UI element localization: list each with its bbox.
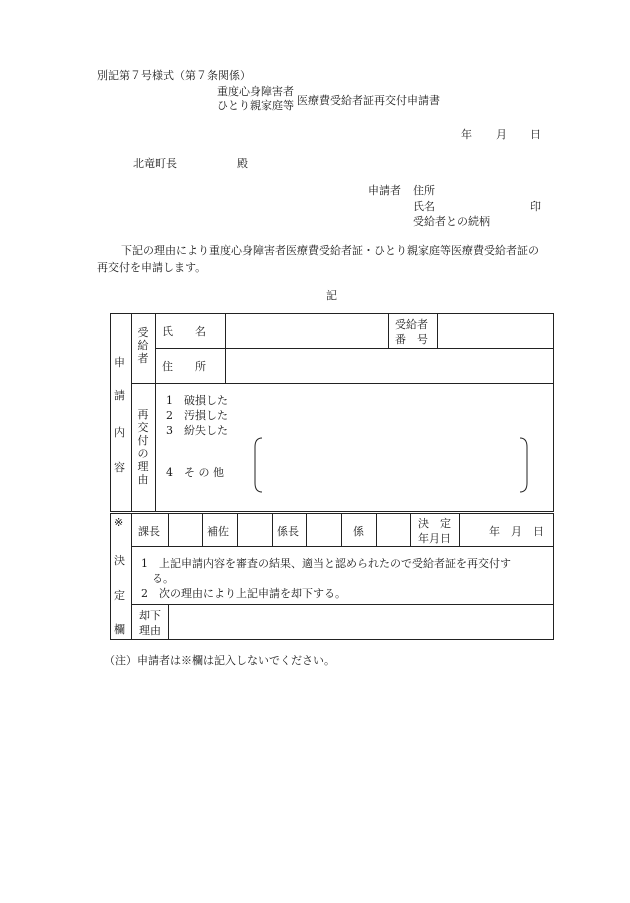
decision-option-1-line2: る。 <box>152 572 174 585</box>
number-label-1: 受給者 <box>395 318 428 331</box>
role-subsection-chief: 係長 <box>277 525 299 538</box>
reject-label-1: 却下 <box>139 609 161 622</box>
date-year: 年 <box>461 128 472 141</box>
date-month: 月 <box>496 128 507 141</box>
body-text-line1: 下記の理由により重度心身障害者医療費受給者証・ひとり親家庭等医療費受給者証の <box>121 244 539 257</box>
title-line2: ひとり親家庭等 <box>217 99 294 112</box>
applicant-relation: 受給者との続柄 <box>413 215 490 228</box>
applicant-address: 住所 <box>413 184 435 197</box>
side-char-1: 申 <box>114 356 125 369</box>
decision-date-field[interactable]: 年 月 日 <box>489 525 544 538</box>
decision-side-1: ※ <box>114 516 124 529</box>
side-char-2: 請 <box>114 389 125 402</box>
decision-date-label-2: 年月日 <box>418 532 451 545</box>
other-reason-field[interactable] <box>262 440 522 492</box>
reject-label-2: 理由 <box>139 624 161 637</box>
role-assistant: 補佐 <box>207 525 229 538</box>
body-text-line2: 再交付を申請します。 <box>97 261 207 274</box>
applicant-name: 氏名 <box>413 200 435 213</box>
side-char-4: 容 <box>114 461 125 474</box>
name-field[interactable] <box>227 315 386 347</box>
date-day: 日 <box>530 128 541 141</box>
recipient-number-field[interactable] <box>439 315 552 347</box>
decision-side-2: 決 <box>114 554 125 567</box>
title-line1: 重度心身障害者 <box>217 85 294 98</box>
note: （注）申請者は※欄は記入しないでください。 <box>104 654 335 667</box>
reason-4-other[interactable]: 4 そ の 他 <box>166 466 224 479</box>
title-main: 医療費受給者証再交付申請書 <box>297 94 440 107</box>
seal-box-subsection-chief[interactable] <box>308 515 340 545</box>
recipient-name: 北竜町長 <box>133 157 177 170</box>
side-char-3: 内 <box>114 426 125 439</box>
applicant-seal: 印 <box>530 200 541 213</box>
form-id: 別記第７号様式（第７条関係） <box>97 69 251 82</box>
decision-option-2: 2 次の理由により上記申請を却下する。 <box>141 587 346 600</box>
ki-label: 記 <box>326 289 337 302</box>
seal-box-assistant[interactable] <box>239 515 271 545</box>
decision-side-4: 欄 <box>114 623 125 636</box>
recipient-vertical-label: 受 給 者 <box>137 326 149 365</box>
decision-side-3: 定 <box>114 589 125 602</box>
reason-3[interactable]: 3 紛失した <box>166 424 228 437</box>
name-label: 氏 名 <box>162 325 206 338</box>
decision-option-1-line1: 1 上記申請内容を審査の結果、適当と認められたので受給者証を再交付す <box>141 557 511 570</box>
address-field[interactable] <box>227 350 552 382</box>
decision-date-label-1: 決 定 <box>418 517 451 530</box>
reason-1[interactable]: 1 破損した <box>166 394 228 407</box>
role-staff: 係 <box>353 525 364 538</box>
reason-2[interactable]: 2 汚損した <box>166 409 228 422</box>
recipient-honorific: 殿 <box>237 157 248 170</box>
applicant-label: 申請者 <box>368 184 401 197</box>
address-label: 住 所 <box>162 360 206 373</box>
role-section-chief: 課長 <box>138 525 160 538</box>
reject-reason-field[interactable] <box>170 606 552 638</box>
seal-box-staff[interactable] <box>378 515 409 545</box>
reason-vertical-label: 再 交 付 の 理 由 <box>137 408 149 486</box>
number-label-2: 番 号 <box>395 333 428 346</box>
seal-box-section-chief[interactable] <box>170 515 201 545</box>
